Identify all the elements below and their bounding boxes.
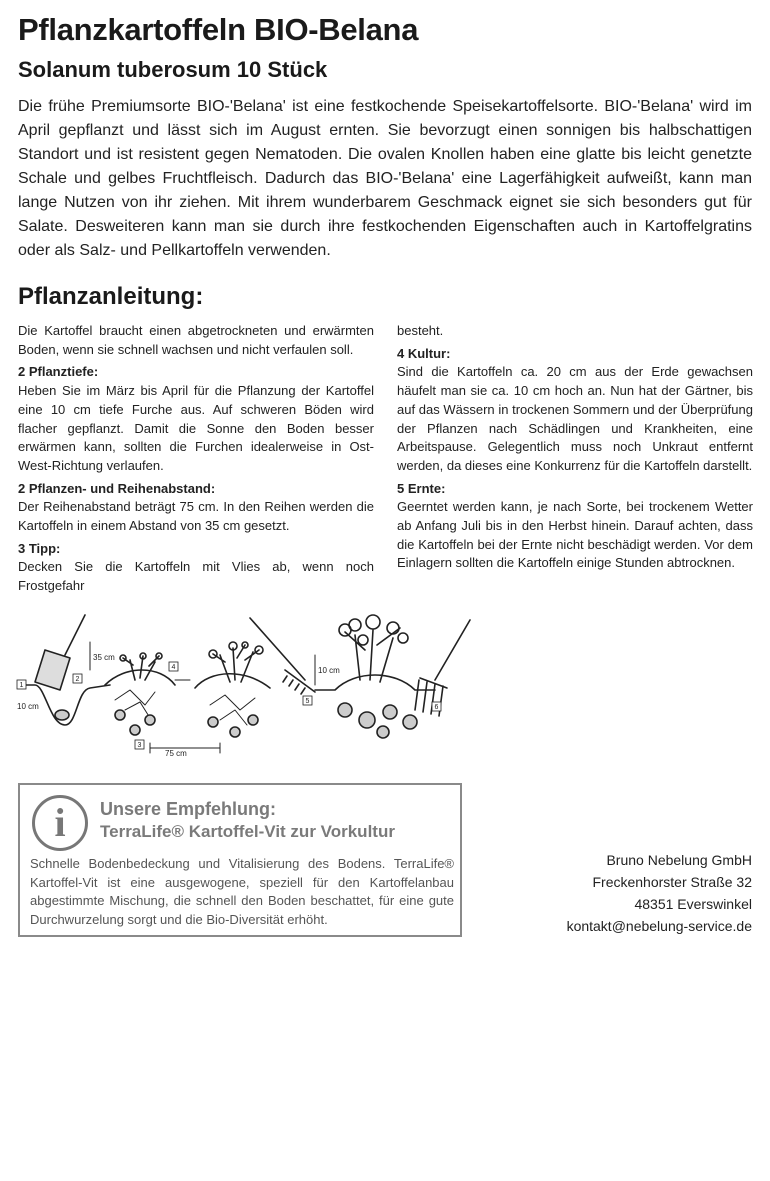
product-description: Die frühe Premiumsorte BIO-'Belana' ist eine festkochende Speisekartoffelsorte. BIO-'Belana' wird im April gepflanzt und lässt sich im August ernten. Sie bevorzugt einen sonnigen bis halbschattigen Standort und ist resistent gegen Nematoden. Die ovalen Knollen haben eine glatte bis leicht genetzte Schale und gelbes Fruchtfleisch. Dadurch das BIO-'Belana' eine Lagerfähigkeit aufweißt, kann man lange Nutzen von ihr ziehen. Mit ihrem wunderbarem Geschmack eignet sie sich besonders gut für Salate. Desweiteren kann man sie durch ihre festkochenden Eigenschaften auch in Kartoffelgratins oder als Salz- und Pellkartoffeln verwenden. [18,98,752,259]
planting-illustration [15,610,475,770]
product-subtitle: Solanum tuberosum 10 Stück [18,57,328,82]
contact-block [567,849,752,937]
product-title: Pflanzkartoffeln BIO-Belana [18,12,419,47]
recommendation-box [18,783,462,937]
instructions-intro: Die Kartoffel braucht einen abgetrockneten und erwärmten Boden, wenn sie schnell wachsen und nicht verfaulen soll. [18,323,374,357]
digging-fork-icon [415,620,470,716]
label-row-spacing: 75 cm [165,749,187,758]
step-marker-2: 2 [75,676,80,683]
rake-icon [250,618,315,694]
section-heading-spacing: 2 Pflanzen- und Reihenabstand: [18,480,216,496]
recommendation-title: Unsere Empfehlung: [100,799,277,819]
contact-city: 48351 Everswinkel [634,896,752,912]
contact-company: Bruno Nebelung GmbH [606,852,752,868]
section-heading-tip: 3 Tipp: [18,540,61,556]
step-marker-4: 4 [171,664,176,671]
section-text-harvest: Geerntet werden kann, je nach Sorte, bei trockenem Wetter ab Anfang Juli bis in den Herbst hinein. Darauf achten, dass die Kartoffeln bei der Ernte nicht beschädigt werden. Vor dem Einlagern sollten die Kartoffeln einige Stunden abtrocknen. [397,499,753,571]
instructions-column-right [397,322,753,573]
step-marker-1: 1 [19,682,24,689]
section-heading-culture: 4 Kultur: [397,345,451,361]
label-hill-height: 10 cm [318,666,340,675]
section-text-tip: Decken Sie die Kartoffeln mit Vlies ab, wenn noch Frostgefahr [18,559,374,594]
section-text-depth: Heben Sie im März bis April für die Pflanzung der Kartoffel eine 10 cm tiefe Furche aus. Auf schweren Böden wird flacher gepflanzt. Damit die Sonne den Boden besser erwärmen kann, sollten die Furchen idealerweise in Ost-West-Richtung verlaufen. [18,383,374,473]
step-marker-6: 6 [434,704,439,711]
recommendation-product: TerraLife® Kartoffel-Vit zur Vorkultur [100,822,395,841]
label-depth: 10 cm [17,702,39,711]
step-marker-5: 5 [305,698,310,705]
plant-sprout-icon [120,653,162,680]
contact-street: Freckenhorster Straße 32 [592,874,752,890]
label-plant-spacing: 35 cm [93,653,115,662]
instructions-column-left [18,322,374,596]
section-heading-harvest: 5 Ernte: [397,480,446,496]
instructions-heading: Pflanzanleitung: [18,283,204,310]
recommendation-text: Schnelle Bodenbedeckung und Vitalisierung des Bodens. TerraLife® Kartoffel-Vit ist eine ausgewogene, speziell für den Kartoffelanbau abgestimmte Mischung, die schnell den Boden beschattet, für eine gute Durchwurzelung sorgt und die Bio-Diversität erhöht. [30,856,454,927]
mature-plant-icon [339,615,408,682]
section-heading-depth: 2 Pflanztiefe: [18,364,99,380]
step-marker-3: 3 [137,742,142,749]
info-icon: i [32,795,88,851]
contact-email: kontakt@nebelung-service.de [566,918,752,934]
section-text-tip-continued: besteht. [397,323,444,338]
potato-plant-icon [209,642,263,682]
section-text-culture: Sind die Kartoffeln ca. 20 cm aus der Erde gewachsen häufelt man sie ca. 10 cm hoch an. Nun hat der Gärtner, bis auf das Wässern in trockenen Sommern und der Überprüfung der Pflanzen nach Schädlingen und Krankheiten, eine Arbeitspause. Gelegentlich muss noch Unkraut entfernt werden, da dieses eine Konkurrenz für die Kartoffeln darstellt. [397,364,753,473]
section-text-spacing: Der Reihenabstand beträgt 75 cm. In den Reihen werden die Kartoffeln in einem Abstand von 35 cm gesetzt. [18,499,374,534]
